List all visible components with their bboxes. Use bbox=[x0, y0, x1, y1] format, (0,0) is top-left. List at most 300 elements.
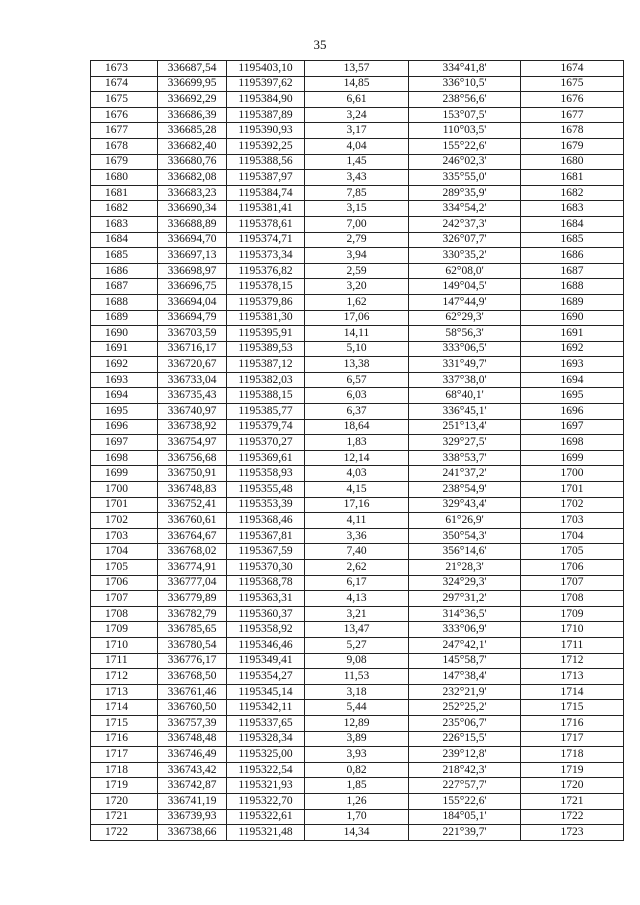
direction-angle-cell: 338°53,7' bbox=[409, 450, 521, 466]
point-number-cell: 1685 bbox=[91, 248, 158, 264]
table-row bbox=[91, 419, 624, 435]
next-point-cell: 1721 bbox=[521, 793, 624, 809]
distance-cell: 5,27 bbox=[305, 637, 409, 653]
point-number-cell: 1681 bbox=[91, 185, 158, 201]
x-coordinate-cell: 336764,67 bbox=[158, 528, 227, 544]
distance-cell: 1,62 bbox=[305, 294, 409, 310]
table-row bbox=[91, 92, 624, 108]
direction-angle-cell: 238°54,9' bbox=[409, 482, 521, 498]
direction-angle-cell: 110°03,5' bbox=[409, 123, 521, 139]
point-number-cell: 1696 bbox=[91, 419, 158, 435]
point-number-cell: 1679 bbox=[91, 154, 158, 170]
point-number-cell: 1693 bbox=[91, 372, 158, 388]
point-number-cell: 1686 bbox=[91, 263, 158, 279]
y-coordinate-cell: 1195370,30 bbox=[227, 560, 305, 576]
distance-cell: 3,20 bbox=[305, 279, 409, 295]
point-number-cell: 1709 bbox=[91, 622, 158, 638]
table-row bbox=[91, 825, 624, 841]
x-coordinate-cell: 336754,97 bbox=[158, 435, 227, 451]
y-coordinate-cell: 1195368,78 bbox=[227, 575, 305, 591]
y-coordinate-cell: 1195369,61 bbox=[227, 450, 305, 466]
distance-cell: 13,38 bbox=[305, 357, 409, 373]
table-row bbox=[91, 404, 624, 420]
point-number-cell: 1702 bbox=[91, 513, 158, 529]
distance-cell: 18,64 bbox=[305, 419, 409, 435]
distance-cell: 6,61 bbox=[305, 92, 409, 108]
distance-cell: 3,18 bbox=[305, 684, 409, 700]
x-coordinate-cell: 336694,04 bbox=[158, 294, 227, 310]
table-row bbox=[91, 669, 624, 685]
table-row bbox=[91, 294, 624, 310]
point-number-cell: 1691 bbox=[91, 341, 158, 357]
distance-cell: 1,83 bbox=[305, 435, 409, 451]
y-coordinate-cell: 1195379,74 bbox=[227, 419, 305, 435]
x-coordinate-cell: 336735,43 bbox=[158, 388, 227, 404]
y-coordinate-cell: 1195321,48 bbox=[227, 825, 305, 841]
y-coordinate-cell: 1195385,77 bbox=[227, 404, 305, 420]
direction-angle-cell: 247°42,1' bbox=[409, 637, 521, 653]
table-row bbox=[91, 809, 624, 825]
y-coordinate-cell: 1195325,00 bbox=[227, 747, 305, 763]
point-number-cell: 1687 bbox=[91, 279, 158, 295]
x-coordinate-cell: 336757,39 bbox=[158, 715, 227, 731]
table-row bbox=[91, 450, 624, 466]
point-number-cell: 1720 bbox=[91, 793, 158, 809]
y-coordinate-cell: 1195358,92 bbox=[227, 622, 305, 638]
x-coordinate-cell: 336761,46 bbox=[158, 684, 227, 700]
y-coordinate-cell: 1195374,71 bbox=[227, 232, 305, 248]
y-coordinate-cell: 1195388,56 bbox=[227, 154, 305, 170]
x-coordinate-cell: 336768,02 bbox=[158, 544, 227, 560]
distance-cell: 4,11 bbox=[305, 513, 409, 529]
next-point-cell: 1688 bbox=[521, 279, 624, 295]
point-number-cell: 1673 bbox=[91, 61, 158, 77]
distance-cell: 1,26 bbox=[305, 793, 409, 809]
direction-angle-cell: 155°22,6' bbox=[409, 138, 521, 154]
y-coordinate-cell: 1195367,81 bbox=[227, 528, 305, 544]
x-coordinate-cell: 336682,40 bbox=[158, 138, 227, 154]
next-point-cell: 1689 bbox=[521, 294, 624, 310]
x-coordinate-cell: 336703,59 bbox=[158, 326, 227, 342]
next-point-cell: 1693 bbox=[521, 357, 624, 373]
x-coordinate-cell: 336733,04 bbox=[158, 372, 227, 388]
direction-angle-cell: 61°26,9' bbox=[409, 513, 521, 529]
distance-cell: 6,03 bbox=[305, 388, 409, 404]
table-row bbox=[91, 606, 624, 622]
x-coordinate-cell: 336760,61 bbox=[158, 513, 227, 529]
x-coordinate-cell: 336780,54 bbox=[158, 637, 227, 653]
table-row bbox=[91, 232, 624, 248]
y-coordinate-cell: 1195389,53 bbox=[227, 341, 305, 357]
table-row bbox=[91, 747, 624, 763]
point-number-cell: 1706 bbox=[91, 575, 158, 591]
page-number: 35 bbox=[313, 37, 327, 52]
distance-cell: 4,04 bbox=[305, 138, 409, 154]
y-coordinate-cell: 1195354,27 bbox=[227, 669, 305, 685]
point-number-cell: 1678 bbox=[91, 138, 158, 154]
direction-angle-cell: 155°22,6' bbox=[409, 793, 521, 809]
x-coordinate-cell: 336692,29 bbox=[158, 92, 227, 108]
point-number-cell: 1710 bbox=[91, 637, 158, 653]
next-point-cell: 1705 bbox=[521, 544, 624, 560]
direction-angle-cell: 58°56,3' bbox=[409, 326, 521, 342]
next-point-cell: 1707 bbox=[521, 575, 624, 591]
next-point-cell: 1695 bbox=[521, 388, 624, 404]
distance-cell: 3,43 bbox=[305, 170, 409, 186]
distance-cell: 2,79 bbox=[305, 232, 409, 248]
y-coordinate-cell: 1195373,34 bbox=[227, 248, 305, 264]
point-number-cell: 1717 bbox=[91, 747, 158, 763]
y-coordinate-cell: 1195367,59 bbox=[227, 544, 305, 560]
direction-angle-cell: 238°56,6' bbox=[409, 92, 521, 108]
point-number-cell: 1716 bbox=[91, 731, 158, 747]
direction-angle-cell: 329°43,4' bbox=[409, 497, 521, 513]
table-row bbox=[91, 216, 624, 232]
point-number-cell: 1704 bbox=[91, 544, 158, 560]
table-row bbox=[91, 622, 624, 638]
direction-angle-cell: 184°05,1' bbox=[409, 809, 521, 825]
direction-angle-cell: 334°54,2' bbox=[409, 201, 521, 217]
y-coordinate-cell: 1195345,14 bbox=[227, 684, 305, 700]
direction-angle-cell: 297°31,2' bbox=[409, 591, 521, 607]
y-coordinate-cell: 1195342,11 bbox=[227, 700, 305, 716]
point-number-cell: 1676 bbox=[91, 107, 158, 123]
distance-cell: 6,37 bbox=[305, 404, 409, 420]
distance-cell: 12,14 bbox=[305, 450, 409, 466]
table-row bbox=[91, 482, 624, 498]
distance-cell: 7,85 bbox=[305, 185, 409, 201]
x-coordinate-cell: 336777,04 bbox=[158, 575, 227, 591]
direction-angle-cell: 226°15,5' bbox=[409, 731, 521, 747]
point-number-cell: 1688 bbox=[91, 294, 158, 310]
table-row bbox=[91, 185, 624, 201]
y-coordinate-cell: 1195370,27 bbox=[227, 435, 305, 451]
next-point-cell: 1683 bbox=[521, 201, 624, 217]
y-coordinate-cell: 1195363,31 bbox=[227, 591, 305, 607]
distance-cell: 1,45 bbox=[305, 154, 409, 170]
table-row bbox=[91, 575, 624, 591]
x-coordinate-cell: 336738,66 bbox=[158, 825, 227, 841]
y-coordinate-cell: 1195322,54 bbox=[227, 762, 305, 778]
table-row bbox=[91, 248, 624, 264]
table-row bbox=[91, 388, 624, 404]
next-point-cell: 1681 bbox=[521, 170, 624, 186]
y-coordinate-cell: 1195353,39 bbox=[227, 497, 305, 513]
x-coordinate-cell: 336716,17 bbox=[158, 341, 227, 357]
table-row bbox=[91, 653, 624, 669]
direction-angle-cell: 221°39,7' bbox=[409, 825, 521, 841]
table-row bbox=[91, 138, 624, 154]
point-number-cell: 1705 bbox=[91, 560, 158, 576]
next-point-cell: 1690 bbox=[521, 310, 624, 326]
next-point-cell: 1699 bbox=[521, 450, 624, 466]
table-row bbox=[91, 528, 624, 544]
table-row bbox=[91, 466, 624, 482]
x-coordinate-cell: 336741,19 bbox=[158, 793, 227, 809]
next-point-cell: 1674 bbox=[521, 61, 624, 77]
y-coordinate-cell: 1195387,89 bbox=[227, 107, 305, 123]
distance-cell: 13,57 bbox=[305, 61, 409, 77]
point-number-cell: 1719 bbox=[91, 778, 158, 794]
x-coordinate-cell: 336694,70 bbox=[158, 232, 227, 248]
direction-angle-cell: 337°38,0' bbox=[409, 372, 521, 388]
y-coordinate-cell: 1195392,25 bbox=[227, 138, 305, 154]
direction-angle-cell: 356°14,6' bbox=[409, 544, 521, 560]
next-point-cell: 1694 bbox=[521, 372, 624, 388]
distance-cell: 3,17 bbox=[305, 123, 409, 139]
x-coordinate-cell: 336750,91 bbox=[158, 466, 227, 482]
next-point-cell: 1687 bbox=[521, 263, 624, 279]
point-number-cell: 1690 bbox=[91, 326, 158, 342]
next-point-cell: 1691 bbox=[521, 326, 624, 342]
table-row bbox=[91, 263, 624, 279]
table-row bbox=[91, 497, 624, 513]
table-row bbox=[91, 731, 624, 747]
distance-cell: 3,36 bbox=[305, 528, 409, 544]
y-coordinate-cell: 1195376,82 bbox=[227, 263, 305, 279]
x-coordinate-cell: 336779,89 bbox=[158, 591, 227, 607]
distance-cell: 17,16 bbox=[305, 497, 409, 513]
next-point-cell: 1682 bbox=[521, 185, 624, 201]
direction-angle-cell: 68°40,1' bbox=[409, 388, 521, 404]
direction-angle-cell: 336°45,1' bbox=[409, 404, 521, 420]
direction-angle-cell: 335°55,0' bbox=[409, 170, 521, 186]
y-coordinate-cell: 1195390,93 bbox=[227, 123, 305, 139]
next-point-cell: 1677 bbox=[521, 107, 624, 123]
table-row bbox=[91, 715, 624, 731]
next-point-cell: 1698 bbox=[521, 435, 624, 451]
next-point-cell: 1708 bbox=[521, 591, 624, 607]
next-point-cell: 1712 bbox=[521, 653, 624, 669]
x-coordinate-cell: 336748,83 bbox=[158, 482, 227, 498]
point-number-cell: 1674 bbox=[91, 76, 158, 92]
direction-angle-cell: 218°42,3' bbox=[409, 762, 521, 778]
table-row bbox=[91, 372, 624, 388]
next-point-cell: 1722 bbox=[521, 809, 624, 825]
next-point-cell: 1678 bbox=[521, 123, 624, 139]
x-coordinate-cell: 336680,76 bbox=[158, 154, 227, 170]
distance-cell: 3,24 bbox=[305, 107, 409, 123]
x-coordinate-cell: 336739,93 bbox=[158, 809, 227, 825]
distance-cell: 2,59 bbox=[305, 263, 409, 279]
x-coordinate-cell: 336785,65 bbox=[158, 622, 227, 638]
point-number-cell: 1683 bbox=[91, 216, 158, 232]
direction-angle-cell: 251°13,4' bbox=[409, 419, 521, 435]
x-coordinate-cell: 336697,13 bbox=[158, 248, 227, 264]
distance-cell: 7,00 bbox=[305, 216, 409, 232]
distance-cell: 6,17 bbox=[305, 575, 409, 591]
direction-angle-cell: 330°35,2' bbox=[409, 248, 521, 264]
next-point-cell: 1718 bbox=[521, 747, 624, 763]
next-point-cell: 1715 bbox=[521, 700, 624, 716]
y-coordinate-cell: 1195382,03 bbox=[227, 372, 305, 388]
distance-cell: 6,57 bbox=[305, 372, 409, 388]
direction-angle-cell: 252°25,2' bbox=[409, 700, 521, 716]
direction-angle-cell: 239°12,8' bbox=[409, 747, 521, 763]
x-coordinate-cell: 336760,50 bbox=[158, 700, 227, 716]
distance-cell: 14,11 bbox=[305, 326, 409, 342]
direction-angle-cell: 326°07,7' bbox=[409, 232, 521, 248]
distance-cell: 14,34 bbox=[305, 825, 409, 841]
table-row bbox=[91, 762, 624, 778]
table-row bbox=[91, 700, 624, 716]
x-coordinate-cell: 336746,49 bbox=[158, 747, 227, 763]
next-point-cell: 1711 bbox=[521, 637, 624, 653]
x-coordinate-cell: 336756,68 bbox=[158, 450, 227, 466]
table-row bbox=[91, 310, 624, 326]
next-point-cell: 1723 bbox=[521, 825, 624, 841]
y-coordinate-cell: 1195387,97 bbox=[227, 170, 305, 186]
direction-angle-cell: 334°41,8' bbox=[409, 61, 521, 77]
table-row bbox=[91, 560, 624, 576]
direction-angle-cell: 314°36,5' bbox=[409, 606, 521, 622]
table-row bbox=[91, 61, 624, 77]
x-coordinate-cell: 336776,17 bbox=[158, 653, 227, 669]
y-coordinate-cell: 1195387,12 bbox=[227, 357, 305, 373]
point-number-cell: 1708 bbox=[91, 606, 158, 622]
y-coordinate-cell: 1195346,46 bbox=[227, 637, 305, 653]
table-row bbox=[91, 544, 624, 560]
next-point-cell: 1716 bbox=[521, 715, 624, 731]
x-coordinate-cell: 336698,97 bbox=[158, 263, 227, 279]
point-number-cell: 1697 bbox=[91, 435, 158, 451]
x-coordinate-cell: 336774,91 bbox=[158, 560, 227, 576]
distance-cell: 3,15 bbox=[305, 201, 409, 217]
distance-cell: 5,44 bbox=[305, 700, 409, 716]
distance-cell: 14,85 bbox=[305, 76, 409, 92]
table-row bbox=[91, 123, 624, 139]
point-number-cell: 1695 bbox=[91, 404, 158, 420]
distance-cell: 1,70 bbox=[305, 809, 409, 825]
next-point-cell: 1692 bbox=[521, 341, 624, 357]
point-number-cell: 1721 bbox=[91, 809, 158, 825]
distance-cell: 13,47 bbox=[305, 622, 409, 638]
x-coordinate-cell: 336752,41 bbox=[158, 497, 227, 513]
table-row bbox=[91, 684, 624, 700]
y-coordinate-cell: 1195322,61 bbox=[227, 809, 305, 825]
distance-cell: 0,82 bbox=[305, 762, 409, 778]
distance-cell: 7,40 bbox=[305, 544, 409, 560]
y-coordinate-cell: 1195384,74 bbox=[227, 185, 305, 201]
table-row bbox=[91, 357, 624, 373]
next-point-cell: 1700 bbox=[521, 466, 624, 482]
next-point-cell: 1675 bbox=[521, 76, 624, 92]
y-coordinate-cell: 1195397,62 bbox=[227, 76, 305, 92]
next-point-cell: 1717 bbox=[521, 731, 624, 747]
x-coordinate-cell: 336690,34 bbox=[158, 201, 227, 217]
table-row bbox=[91, 513, 624, 529]
point-number-cell: 1712 bbox=[91, 669, 158, 685]
direction-angle-cell: 21°28,3' bbox=[409, 560, 521, 576]
distance-cell: 17,06 bbox=[305, 310, 409, 326]
x-coordinate-cell: 336742,87 bbox=[158, 778, 227, 794]
next-point-cell: 1706 bbox=[521, 560, 624, 576]
y-coordinate-cell: 1195355,48 bbox=[227, 482, 305, 498]
y-coordinate-cell: 1195337,65 bbox=[227, 715, 305, 731]
direction-angle-cell: 153°07,5' bbox=[409, 107, 521, 123]
y-coordinate-cell: 1195381,30 bbox=[227, 310, 305, 326]
next-point-cell: 1684 bbox=[521, 216, 624, 232]
point-number-cell: 1701 bbox=[91, 497, 158, 513]
distance-cell: 2,62 bbox=[305, 560, 409, 576]
x-coordinate-cell: 336688,89 bbox=[158, 216, 227, 232]
table-row bbox=[91, 326, 624, 342]
point-number-cell: 1715 bbox=[91, 715, 158, 731]
table-row bbox=[91, 154, 624, 170]
x-coordinate-cell: 336768,50 bbox=[158, 669, 227, 685]
next-point-cell: 1714 bbox=[521, 684, 624, 700]
distance-cell: 9,08 bbox=[305, 653, 409, 669]
direction-angle-cell: 350°54,3' bbox=[409, 528, 521, 544]
direction-angle-cell: 62°29,3' bbox=[409, 310, 521, 326]
direction-angle-cell: 62°08,0' bbox=[409, 263, 521, 279]
table-row bbox=[91, 107, 624, 123]
direction-angle-cell: 149°04,5' bbox=[409, 279, 521, 295]
direction-angle-cell: 336°10,5' bbox=[409, 76, 521, 92]
point-number-cell: 1694 bbox=[91, 388, 158, 404]
point-number-cell: 1692 bbox=[91, 357, 158, 373]
next-point-cell: 1680 bbox=[521, 154, 624, 170]
coordinates-table bbox=[90, 60, 624, 841]
distance-cell: 3,93 bbox=[305, 747, 409, 763]
x-coordinate-cell: 336738,92 bbox=[158, 419, 227, 435]
point-number-cell: 1698 bbox=[91, 450, 158, 466]
point-number-cell: 1722 bbox=[91, 825, 158, 841]
y-coordinate-cell: 1195321,93 bbox=[227, 778, 305, 794]
next-point-cell: 1702 bbox=[521, 497, 624, 513]
next-point-cell: 1686 bbox=[521, 248, 624, 264]
y-coordinate-cell: 1195322,70 bbox=[227, 793, 305, 809]
direction-angle-cell: 246°02,3' bbox=[409, 154, 521, 170]
next-point-cell: 1704 bbox=[521, 528, 624, 544]
direction-angle-cell: 289°35,9' bbox=[409, 185, 521, 201]
direction-angle-cell: 147°44,9' bbox=[409, 294, 521, 310]
x-coordinate-cell: 336782,79 bbox=[158, 606, 227, 622]
x-coordinate-cell: 336686,39 bbox=[158, 107, 227, 123]
table-row bbox=[91, 793, 624, 809]
distance-cell: 3,89 bbox=[305, 731, 409, 747]
distance-cell: 3,21 bbox=[305, 606, 409, 622]
point-number-cell: 1703 bbox=[91, 528, 158, 544]
y-coordinate-cell: 1195360,37 bbox=[227, 606, 305, 622]
table-row bbox=[91, 591, 624, 607]
y-coordinate-cell: 1195378,15 bbox=[227, 279, 305, 295]
direction-angle-cell: 333°06,5' bbox=[409, 341, 521, 357]
y-coordinate-cell: 1195384,90 bbox=[227, 92, 305, 108]
point-number-cell: 1714 bbox=[91, 700, 158, 716]
direction-angle-cell: 227°57,7' bbox=[409, 778, 521, 794]
table-row bbox=[91, 170, 624, 186]
distance-cell: 4,13 bbox=[305, 591, 409, 607]
direction-angle-cell: 329°27,5' bbox=[409, 435, 521, 451]
next-point-cell: 1713 bbox=[521, 669, 624, 685]
next-point-cell: 1679 bbox=[521, 138, 624, 154]
direction-angle-cell: 242°37,3' bbox=[409, 216, 521, 232]
point-number-cell: 1684 bbox=[91, 232, 158, 248]
distance-cell: 12,89 bbox=[305, 715, 409, 731]
direction-angle-cell: 324°29,3' bbox=[409, 575, 521, 591]
table-row bbox=[91, 76, 624, 92]
direction-angle-cell: 333°06,9' bbox=[409, 622, 521, 638]
distance-cell: 11,53 bbox=[305, 669, 409, 685]
y-coordinate-cell: 1195403,10 bbox=[227, 61, 305, 77]
x-coordinate-cell: 336696,75 bbox=[158, 279, 227, 295]
x-coordinate-cell: 336687,54 bbox=[158, 61, 227, 77]
x-coordinate-cell: 336748,48 bbox=[158, 731, 227, 747]
x-coordinate-cell: 336682,08 bbox=[158, 170, 227, 186]
direction-angle-cell: 145°58,7' bbox=[409, 653, 521, 669]
point-number-cell: 1718 bbox=[91, 762, 158, 778]
